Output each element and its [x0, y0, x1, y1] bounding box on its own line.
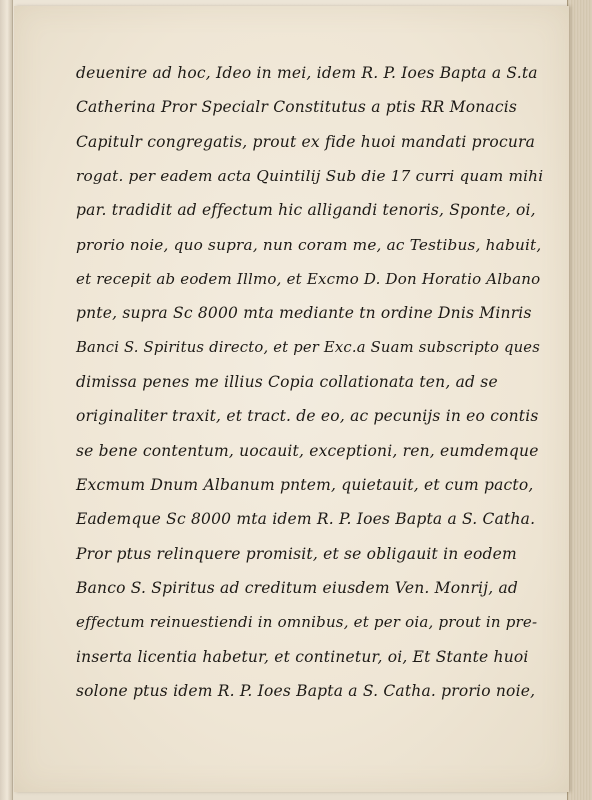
manuscript-line: Excmum Dnum Albanum pntem, quietauit, et cum pacto, — [76, 476, 534, 494]
manuscript-line: par. tradidit ad effectum hic alligandi tenoris, Sponte, oi, — [76, 201, 536, 219]
manuscript-line: rogat. per eadem acta Quintilij Sub die 17 curri quam mihi — [76, 167, 544, 185]
manuscript-line: et recepit ab eodem Illmo, et Excmo D. Don Horatio Albano — [76, 270, 541, 288]
manuscript-line: deuenire ad hoc, Ideo in mei, idem R. P. Ioes Bapta a S.ta — [76, 64, 538, 82]
manuscript-line: inserta licentia habetur, et continetur, oi, Et Stante huoi — [76, 648, 529, 666]
manuscript-line: Banco S. Spiritus ad creditum eiusdem Ven. Monrij, ad — [76, 579, 519, 597]
manuscript-page — [14, 6, 569, 792]
manuscript-line: Catherina Pror Specialr Constitutus a ptis RR Monacis — [76, 98, 518, 116]
manuscript-line: effectum reinuestiendi in omnibus, et per oia, prout in pre- — [76, 613, 538, 631]
manuscript-line: Banci S. Spiritus directo, et per Exc.a Suam subscripto ques — [76, 339, 540, 356]
manuscript-line: dimissa penes me illius Copia collationata ten, ad se — [76, 373, 498, 391]
manuscript-line: Capitulr congregatis, prout ex fide huoi mandati procura — [76, 133, 536, 151]
manuscript-line: Pror ptus relinquere promisit, et se obligauit in eodem — [76, 545, 517, 563]
manuscript-line: originaliter traxit, et tract. de eo, ac pecunijs in eo contis — [76, 407, 539, 425]
manuscript-line: solone ptus idem R. P. Ioes Bapta a S. Catha. prorio noie, — [76, 682, 536, 700]
manuscript-line: prorio noie, quo supra, nun coram me, ac Testibus, habuit, — [76, 236, 542, 254]
manuscript-line: se bene contentum, uocauit, exceptioni, ren, eumdemque — [76, 442, 539, 460]
manuscript-line: Eademque Sc 8000 mta idem R. P. Ioes Bapta a S. Catha. — [76, 510, 536, 528]
facing-page-edge — [0, 0, 13, 800]
manuscript-line: pnte, supra Sc 8000 mta mediante tn ordine Dnis Minris — [76, 304, 532, 322]
page-stack-edge — [567, 0, 592, 800]
